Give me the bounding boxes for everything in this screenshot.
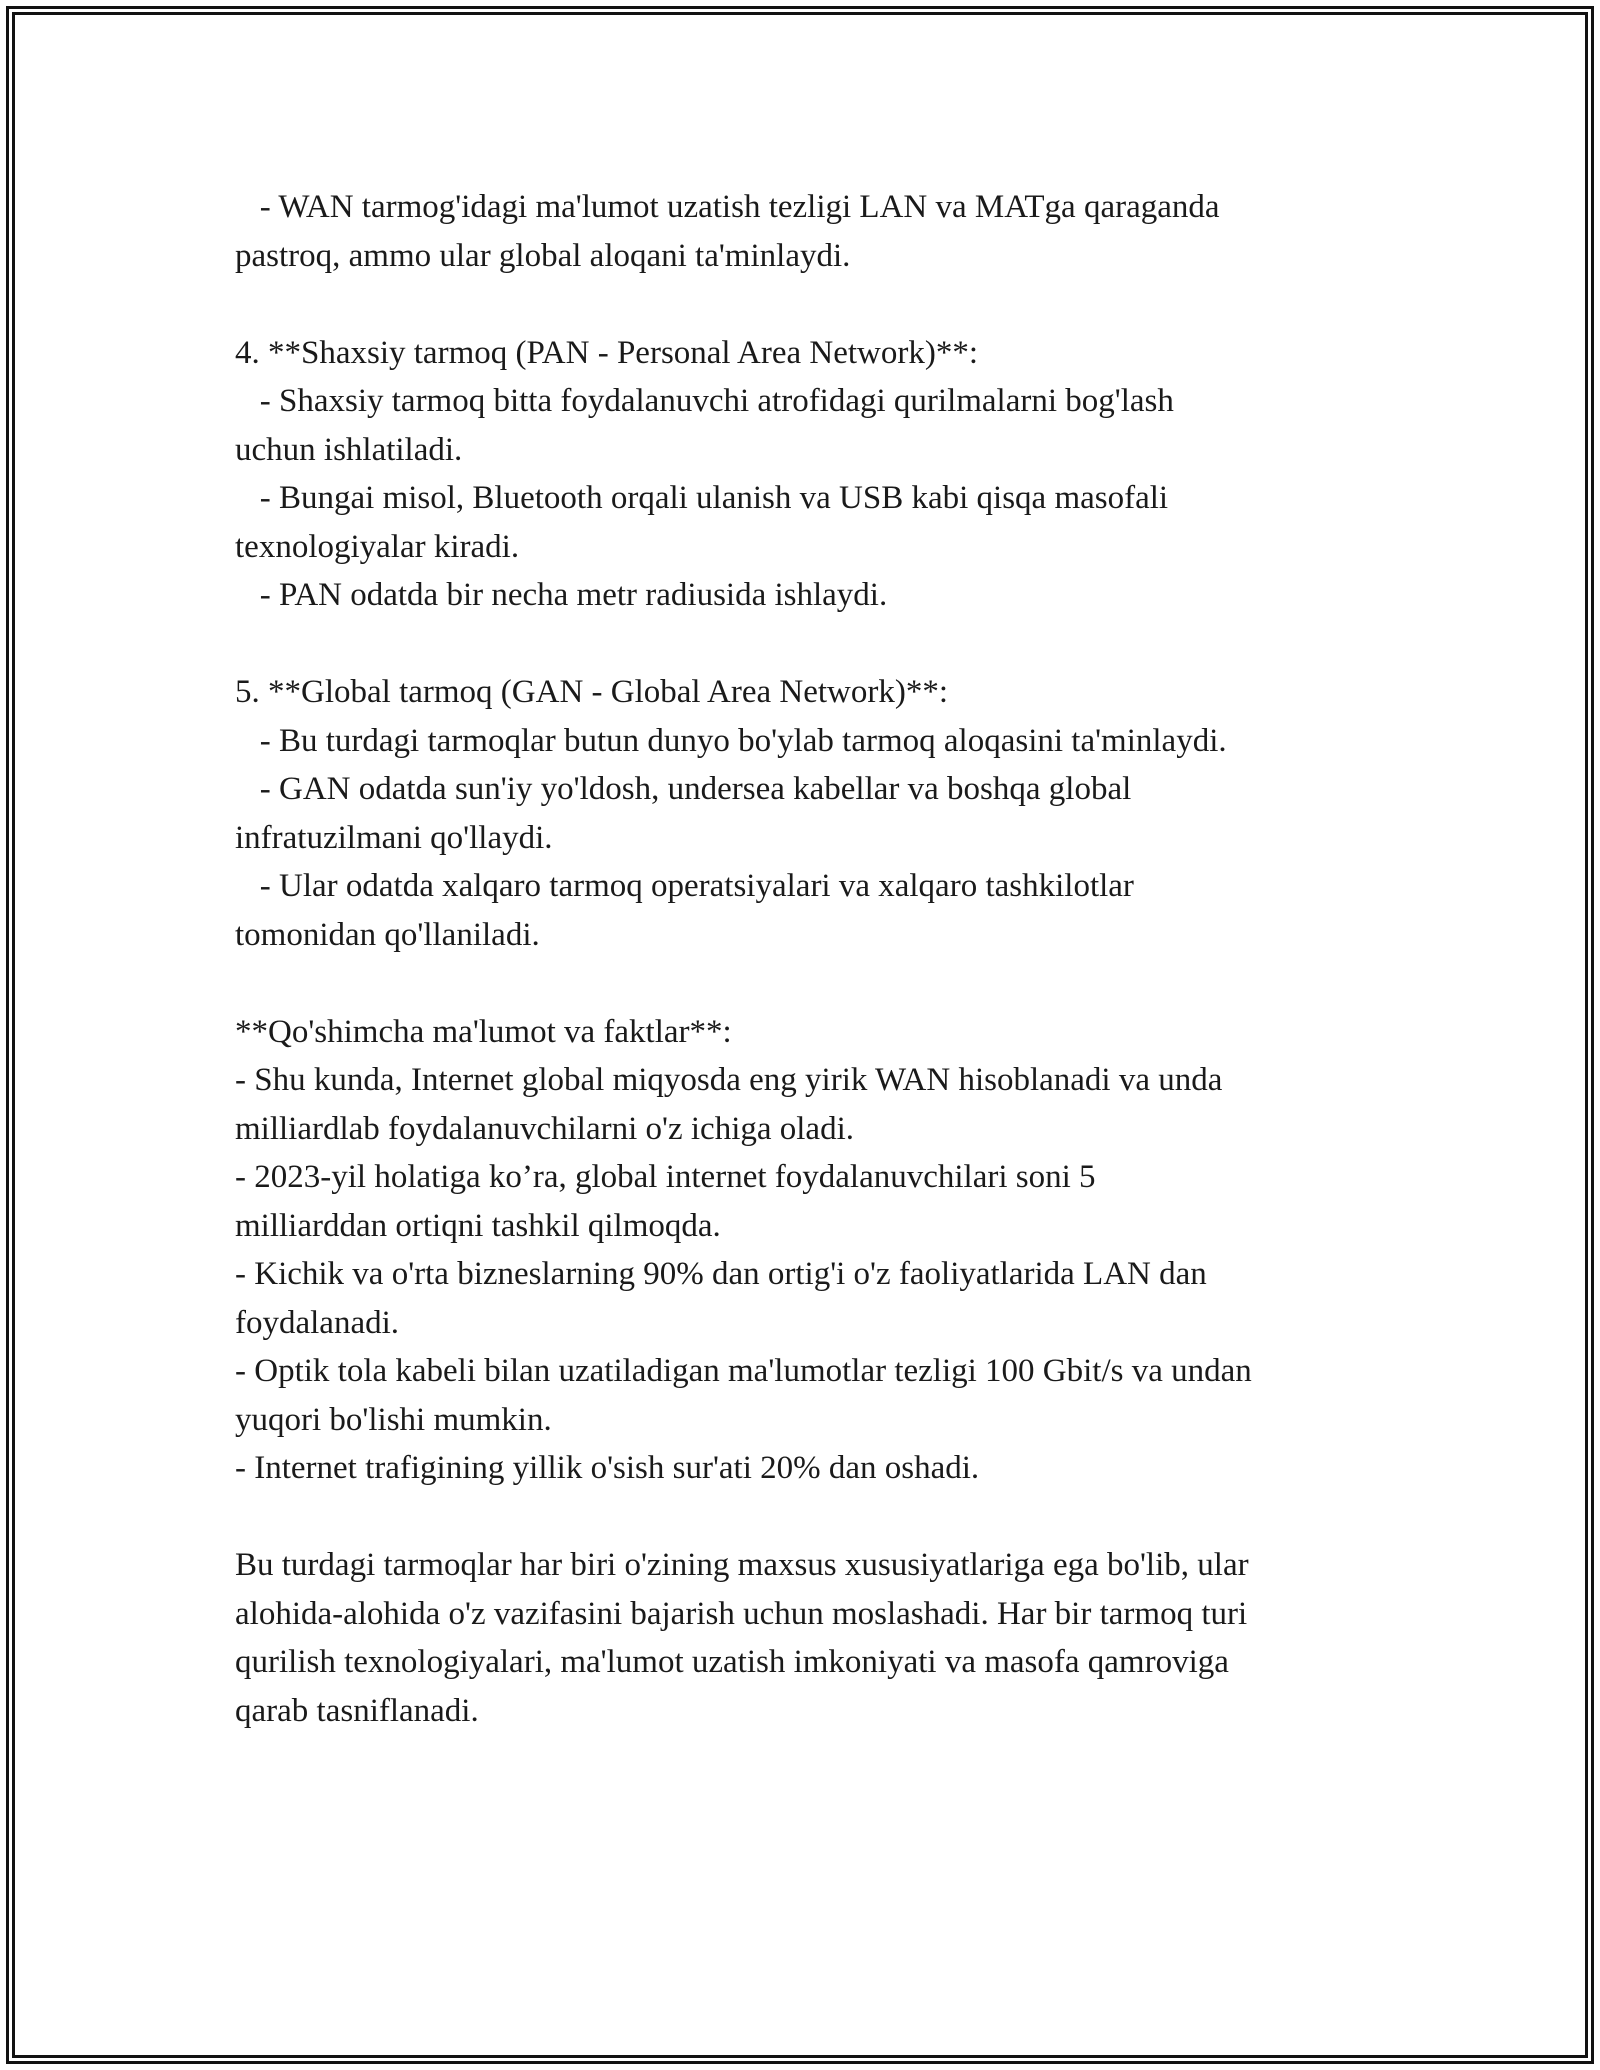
text-line: milliarddan ortiqni tashkil qilmoqda. [235,1207,721,1244]
text-line: - Internet trafigining yillik o'sish sur'ati 20% dan oshadi. [235,1450,980,1486]
text-line: - Bu turdagi tarmoqlar butun dunyo bo'ylab tarmoq aloqasini ta'minlaydi. [235,722,1227,759]
text-line: foydalanadi. [235,1304,400,1341]
text-line: qarab tasniflanadi. [235,1692,479,1729]
text-line: - 2023-yil holatiga ko’ra, global internet foydalanuvchilari soni 5 [235,1159,1096,1195]
text-line: pastroq, ammo ular global aloqani ta'minlaydi. [235,237,851,274]
text-line: infratuzilmani qo'llaydi. [235,819,553,856]
text-line: tomonidan qo'llaniladi. [235,916,540,953]
section-heading-facts: **Qo'shimcha ma'lumot va faktlar**: [235,1013,732,1050]
text-line: yuqori bo'lishi mumkin. [235,1401,552,1438]
text-line: - Shaxsiy tarmoq bitta foydalanuvchi atrofidagi qurilmalarni bog'lash [235,383,1174,419]
paragraph-gap [235,1493,1405,1542]
text-line: milliardlab foydalanuvchilarni o'z ichiga oladi. [235,1110,854,1147]
text-line: - WAN tarmog'idagi ma'lumot uzatish tezligi LAN va MATga qaraganda [235,189,1220,225]
text-line: - Kichik va o'rta bizneslarning 90% dan ortig'i o'z faoliyatlarida LAN dan [235,1256,1207,1292]
section-heading-pan: 4. **Shaxsiy tarmoq (PAN - Personal Area Network)**: [235,334,979,371]
document-body [235,183,1405,1735]
text-line: - GAN odatda sun'iy yo'ldosh, undersea kabellar va boshqa global [235,771,1132,807]
text-line: texnologiyalar kiradi. [235,528,520,565]
text-line: - PAN odatda bir necha metr radiusida ishlaydi. [235,577,888,613]
text-line: - Ular odatda xalqaro tarmoq operatsiyalari va xalqaro tashkilotlar [235,868,1134,904]
text-line: - Shu kunda, Internet global miqyosda eng yirik WAN hisoblanadi va unda [235,1062,1223,1098]
text-line: - Optik tola kabeli bilan uzatiladigan ma'lumotlar tezligi 100 Gbit/s va undan [235,1353,1252,1389]
text-line: uchun ishlatiladi. [235,431,463,468]
section-heading-gan: 5. **Global tarmoq (GAN - Global Area Network)**: [235,674,948,710]
text-line: - Bungai misol, Bluetooth orqali ulanish va USB kabi qisqa masofali [235,480,1169,516]
text-line: qurilish texnologiyalari, ma'lumot uzatish imkoniyati va masofa qamroviga [235,1644,1229,1680]
paragraph-gap [235,959,1405,1008]
paragraph-gap [235,280,1405,329]
paragraph-gap [235,620,1405,669]
text-line: Bu turdagi tarmoqlar har biri o'zining maxsus xususiyatlariga ega bo'lib, ular [235,1547,1249,1583]
text-line: alohida-alohida o'z vazifasini bajarish uchun moslashadi. Har bir tarmoq turi [235,1595,1248,1632]
